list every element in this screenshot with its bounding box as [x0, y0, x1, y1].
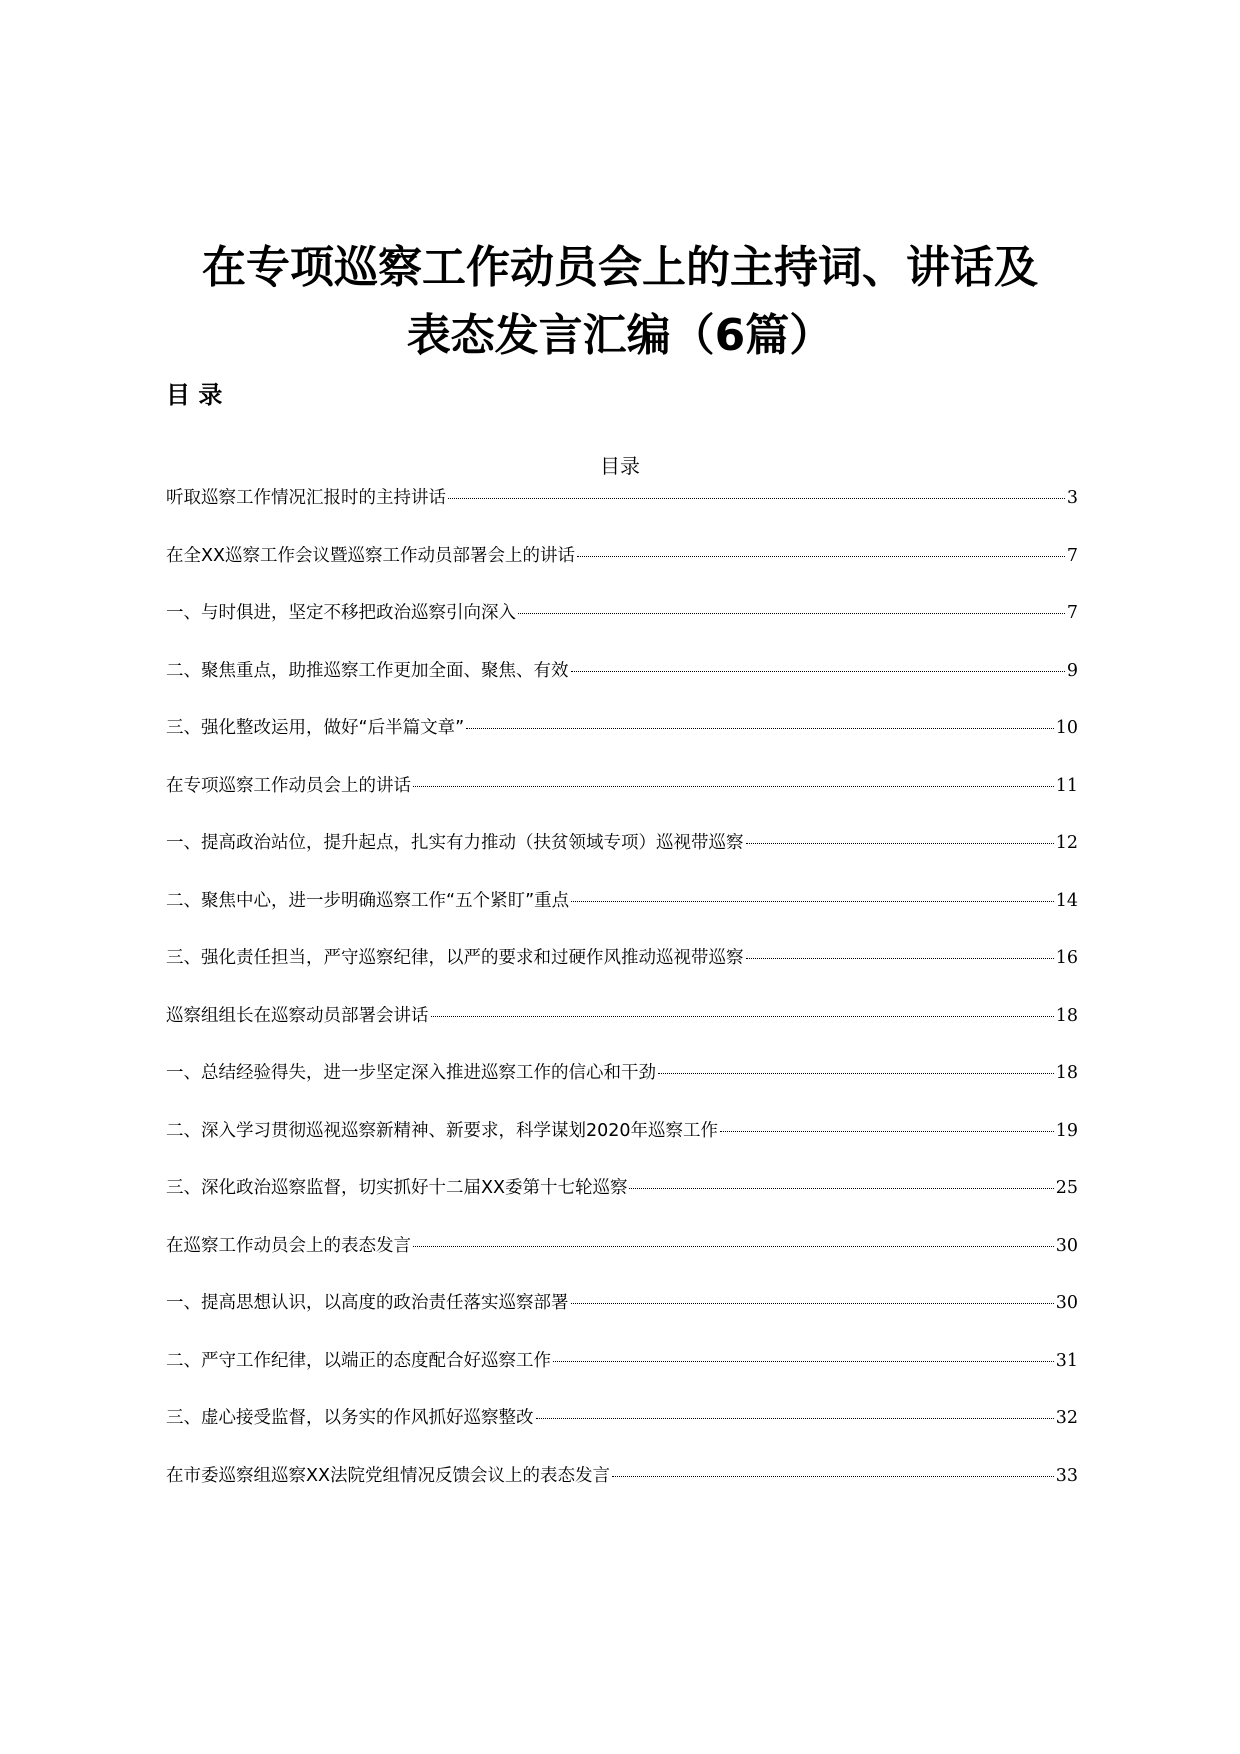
toc-entry-title[interactable]: 二、深入学习贯彻巡视巡察新精神、新要求，科学谋划2020年巡察工作 [166, 1120, 719, 1141]
toc-dot-leader [577, 556, 1065, 557]
toc-entry-title[interactable]: 一、提高政治站位，提升起点，扎实有力推动（扶贫领域专项）巡视带巡察 [166, 833, 744, 853]
toc-entry-title[interactable]: 在市委巡察组巡察XX法院党组情况反馈会议上的表态发言 [166, 1465, 610, 1486]
toc-page-number[interactable]: 7 [1066, 603, 1078, 623]
toc-entry-title[interactable]: 一、提高思想认识，以高度的政治责任落实巡察部署 [166, 1293, 569, 1313]
toc-dot-leader [413, 786, 1054, 787]
toc-entry-title[interactable]: 巡察组组长在巡察动员部署会讲话 [166, 1005, 429, 1026]
toc-entry[interactable] [166, 774, 1078, 832]
toc-entry-title[interactable]: 二、聚焦重点，助推巡察工作更加全面、聚焦、有效 [166, 660, 569, 681]
toc-dot-leader [448, 498, 1065, 499]
toc-entry[interactable] [166, 486, 1078, 544]
toc-entry-title[interactable]: 三、强化责任担当，严守巡察纪律，以严的要求和过硬作风推动巡视带巡察 [166, 948, 744, 968]
toc-page-number[interactable]: 30 [1055, 1235, 1078, 1256]
toc-page-number[interactable]: 18 [1055, 1005, 1078, 1026]
toc-dot-leader [431, 1016, 1054, 1017]
toc-entry-title[interactable]: 三、虚心接受监督，以务实的作风抓好巡察整改 [166, 1408, 534, 1428]
toc-dot-leader [571, 671, 1065, 672]
toc-entry[interactable] [166, 889, 1078, 947]
toc-entry[interactable] [166, 716, 1078, 774]
document-title-line-1: 在专项巡察工作动员会上的主持词、讲话及 [202, 242, 1038, 293]
toc-page-number[interactable]: 16 [1055, 948, 1078, 968]
toc-entry-title[interactable]: 二、聚焦中心，进一步明确巡察工作“五个紧盯”重点 [166, 890, 570, 911]
toc-entry[interactable] [166, 946, 1078, 1004]
toc-entry-title[interactable]: 在巡察工作动员会上的表态发言 [166, 1235, 411, 1256]
toc-dot-leader [536, 1418, 1054, 1419]
toc-entry[interactable] [166, 831, 1078, 889]
toc-entry[interactable] [166, 1176, 1078, 1234]
toc-dot-leader [658, 1073, 1054, 1074]
toc-page-number[interactable]: 19 [1055, 1120, 1078, 1141]
toc-dot-leader [629, 1188, 1053, 1189]
toc-entry-title[interactable]: 在专项巡察工作动员会上的讲话 [166, 775, 411, 796]
toc-page-number[interactable]: 31 [1055, 1350, 1078, 1371]
toc-dot-leader [571, 901, 1054, 902]
toc-dot-leader [746, 958, 1054, 959]
toc-entry[interactable] [166, 544, 1078, 602]
toc-entry[interactable] [166, 1061, 1078, 1119]
toc-entry[interactable] [166, 1464, 1078, 1522]
toc-page-number[interactable]: 33 [1055, 1465, 1078, 1486]
toc-page-number[interactable]: 14 [1055, 890, 1078, 911]
toc-entry-title[interactable]: 二、严守工作纪律，以端正的态度配合好巡察工作 [166, 1350, 551, 1371]
toc-page-number[interactable]: 7 [1066, 545, 1078, 566]
toc-entry[interactable] [166, 1349, 1078, 1407]
toc-entry[interactable] [166, 1234, 1078, 1292]
toc-dot-leader [518, 613, 1065, 614]
toc-page-number[interactable]: 10 [1055, 718, 1078, 738]
document-title-line-2: 表态发言汇编（6篇） [406, 310, 834, 361]
toc-page-number[interactable]: 9 [1066, 660, 1078, 681]
toc-dot-leader [612, 1476, 1054, 1477]
toc-entry-title[interactable]: 在全XX巡察工作会议暨巡察工作动员部署会上的讲话 [166, 545, 575, 566]
toc-entry-title[interactable]: 一、与时俱进，坚定不移把政治巡察引向深入 [166, 603, 516, 623]
toc-dot-leader [413, 1246, 1054, 1247]
toc-page-number[interactable]: 30 [1055, 1293, 1078, 1313]
toc-entry-title[interactable]: 三、深化政治巡察监督，切实抓好十二届XX委第十七轮巡察 [166, 1178, 628, 1198]
toc-entry[interactable] [166, 1119, 1078, 1177]
toc-page-number[interactable]: 3 [1066, 488, 1078, 508]
toc-page-number[interactable]: 32 [1055, 1408, 1078, 1428]
toc-dot-leader [720, 1131, 1054, 1132]
table-of-contents [166, 486, 1078, 1521]
toc-page-number[interactable]: 12 [1055, 833, 1078, 853]
toc-entry[interactable] [166, 1004, 1078, 1062]
toc-heading: 目录 [600, 454, 640, 478]
toc-page-number[interactable]: 11 [1055, 775, 1078, 796]
toc-entry-title[interactable]: 三、强化整改运用，做好“后半篇文章” [166, 718, 465, 738]
toc-dot-leader [746, 843, 1054, 844]
toc-entry[interactable] [166, 1291, 1078, 1349]
toc-dot-leader [466, 728, 1054, 729]
toc-dot-leader [571, 1303, 1054, 1304]
toc-entry-title[interactable]: 听取巡察工作情况汇报时的主持讲话 [166, 488, 446, 508]
toc-entry[interactable] [166, 1406, 1078, 1464]
toc-entry[interactable] [166, 659, 1078, 717]
toc-page-number[interactable]: 25 [1055, 1178, 1078, 1198]
contents-heading: 目 录 [166, 381, 223, 409]
toc-entry[interactable] [166, 601, 1078, 659]
toc-page-number[interactable]: 18 [1055, 1063, 1078, 1083]
toc-entry-title[interactable]: 一、总结经验得失，进一步坚定深入推进巡察工作的信心和干劲 [166, 1063, 656, 1083]
toc-dot-leader [553, 1361, 1054, 1362]
